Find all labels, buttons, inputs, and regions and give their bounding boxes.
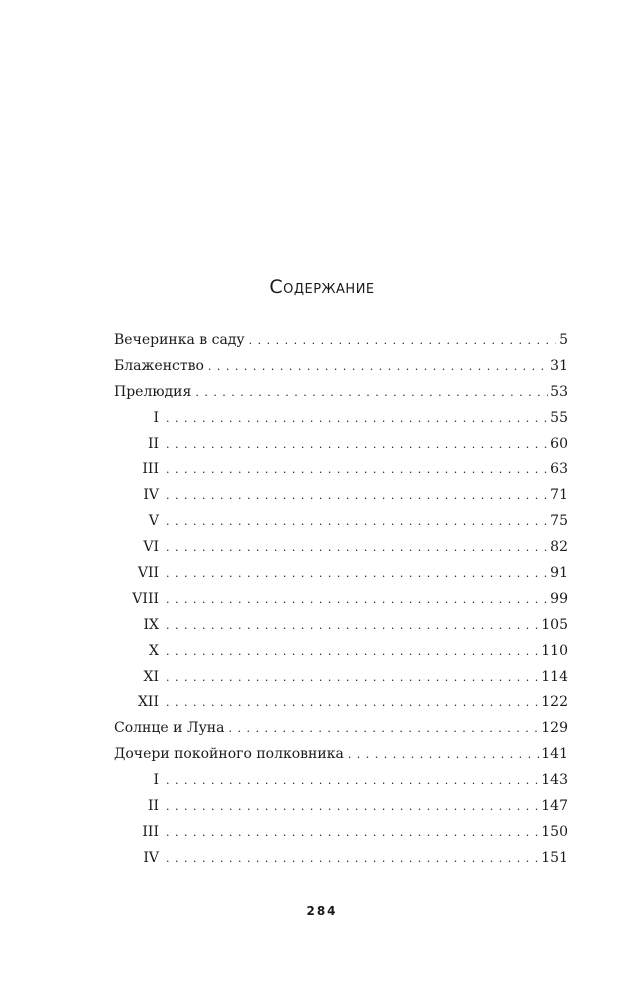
toc-entry-page: 71 xyxy=(550,487,568,504)
toc-entry-label: VII xyxy=(137,565,159,582)
toc-entry-label: Блаженство xyxy=(114,357,204,374)
page-number: 284 xyxy=(306,904,338,918)
toc-entry xyxy=(114,639,568,665)
toc-entry-page: 55 xyxy=(550,409,568,426)
toc-entry-label: Солнце и Луна xyxy=(114,720,225,737)
toc-entry xyxy=(114,820,568,846)
toc-entry-page: 110 xyxy=(541,642,568,659)
toc-leader-dots xyxy=(166,768,539,794)
toc-entry-page: 122 xyxy=(541,694,568,711)
toc-entry-label: Дочери покойного полковника xyxy=(114,746,344,763)
toc-entry xyxy=(114,354,568,380)
toc-leader-dots xyxy=(228,716,539,742)
table-of-contents xyxy=(114,328,568,872)
toc-leader-dots xyxy=(166,665,539,691)
toc-leader-dots xyxy=(166,457,548,483)
toc-entry-page: 105 xyxy=(541,616,568,633)
toc-leader-dots xyxy=(166,432,548,458)
toc-entry-label: IV xyxy=(143,849,159,866)
toc-leader-dots xyxy=(166,794,539,820)
toc-entry xyxy=(114,483,568,509)
toc-entry xyxy=(114,380,568,406)
toc-leader-dots xyxy=(195,380,548,406)
toc-entry xyxy=(114,665,568,691)
toc-leader-dots xyxy=(166,587,548,613)
toc-leader-dots xyxy=(166,613,539,639)
toc-entry xyxy=(114,509,568,535)
toc-leader-dots xyxy=(166,639,539,665)
toc-entry-label: Прелюдия xyxy=(114,383,192,400)
toc-entry-page: 147 xyxy=(541,798,568,815)
toc-entry-page: 91 xyxy=(550,565,568,582)
toc-entry-label: IV xyxy=(143,487,159,504)
toc-leader-dots xyxy=(166,483,548,509)
toc-entry xyxy=(114,328,568,354)
toc-entry-label: Вечеринка в саду xyxy=(114,332,245,348)
toc-entry-label: III xyxy=(142,461,159,478)
toc-entry-page: 114 xyxy=(541,668,568,685)
toc-entry-label: II xyxy=(147,798,159,815)
toc-entry-page: 82 xyxy=(550,539,568,556)
toc-entry-page: 63 xyxy=(550,461,568,478)
toc-entry-page: 5 xyxy=(559,332,568,348)
toc-entry-page: 129 xyxy=(541,720,568,737)
toc-entry xyxy=(114,535,568,561)
toc-entry xyxy=(114,457,568,483)
toc-entry xyxy=(114,690,568,716)
toc-entry xyxy=(114,794,568,820)
toc-entry xyxy=(114,846,568,872)
toc-entry xyxy=(114,716,568,742)
toc-entry-page: 141 xyxy=(541,746,568,763)
toc-entry-label: XII xyxy=(137,694,159,711)
toc-entry xyxy=(114,742,568,768)
toc-entry-page: 143 xyxy=(541,772,568,789)
toc-entry-page: 151 xyxy=(541,849,568,866)
toc-entry-label: X xyxy=(149,642,159,659)
toc-entry-page: 31 xyxy=(550,357,568,374)
page-title: Содержание xyxy=(269,276,375,298)
toc-leader-dots xyxy=(166,509,548,535)
toc-entry xyxy=(114,432,568,458)
toc-leader-dots xyxy=(166,406,548,432)
toc-leader-dots xyxy=(166,846,539,872)
toc-leader-dots xyxy=(348,742,539,768)
toc-entry-label: IX xyxy=(143,616,159,633)
toc-leader-dots xyxy=(166,535,548,561)
toc-entry-label: VI xyxy=(143,539,159,556)
toc-entry-label: III xyxy=(142,823,159,840)
toc-entry-label: XI xyxy=(143,668,159,685)
toc-entry-label: V xyxy=(148,513,159,530)
toc-entry xyxy=(114,768,568,794)
toc-leader-dots xyxy=(166,820,539,846)
toc-entry-page: 60 xyxy=(550,435,568,452)
toc-entry-label: II xyxy=(147,435,159,452)
toc-entry xyxy=(114,613,568,639)
toc-entry xyxy=(114,587,568,613)
toc-entry-label: I xyxy=(153,772,159,789)
toc-entry xyxy=(114,561,568,587)
toc-entry-label: I xyxy=(153,409,159,426)
toc-entry-page: 99 xyxy=(550,590,568,607)
toc-entry-label: VIII xyxy=(132,590,159,607)
toc-entry-page: 75 xyxy=(550,513,568,530)
toc-entry-page: 53 xyxy=(550,383,568,400)
toc-leader-dots xyxy=(249,328,556,354)
toc-entry-page: 150 xyxy=(541,823,568,840)
toc-leader-dots xyxy=(166,690,539,716)
toc-leader-dots xyxy=(208,354,548,380)
toc-leader-dots xyxy=(166,561,548,587)
toc-entry xyxy=(114,406,568,432)
